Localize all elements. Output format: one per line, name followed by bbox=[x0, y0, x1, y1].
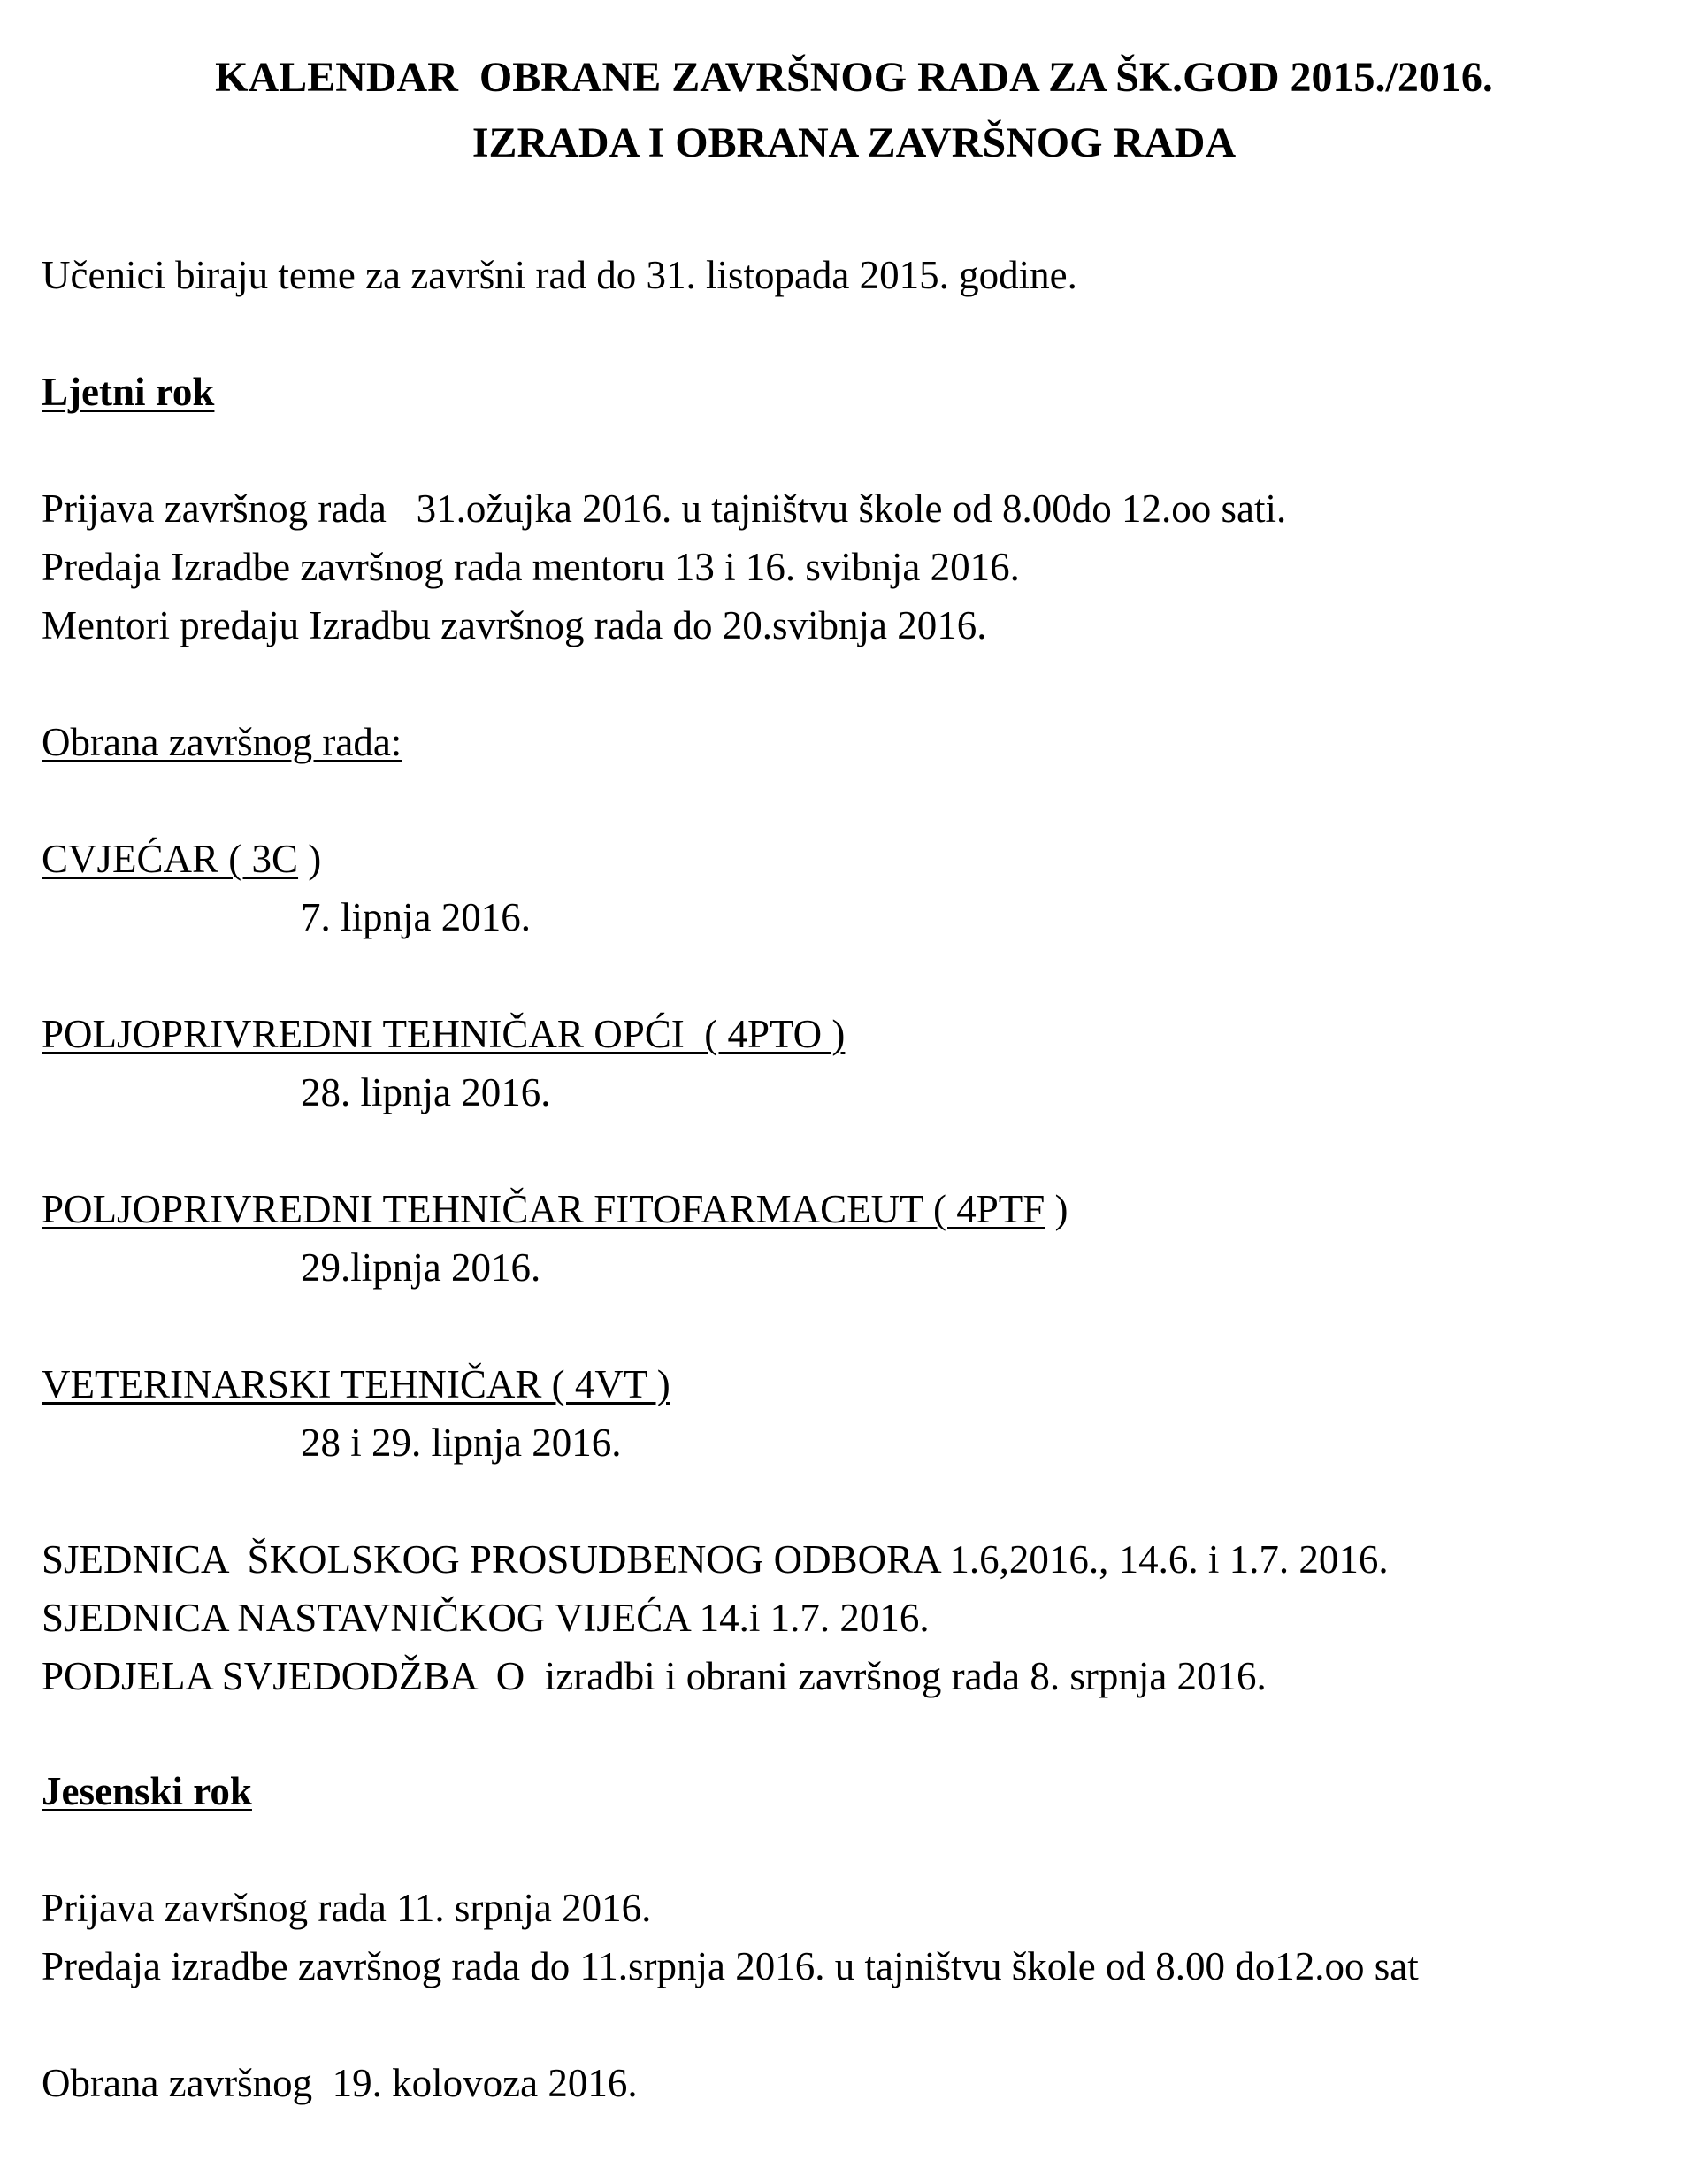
title-line-2: IZRADA I OBRANA ZAVRŠNOG RADA bbox=[471, 119, 1237, 166]
sjednica-prosudbenog-odbora-text: SJEDNICA ŠKOLSKOG PROSUDBENOG ODBORA 1.6,2016., 14.6. i 1.7. 2016. bbox=[42, 1537, 1389, 1582]
program-name bbox=[42, 836, 321, 882]
program-name bbox=[42, 1011, 845, 1057]
ljetni-prijava-text: Prijava završnog rada 31.ožujka 2016. u tajništvu škole od 8.00do 12.oo sati. bbox=[42, 486, 1287, 531]
program-date: 28 i 29. lipnja 2016. bbox=[301, 1421, 622, 1465]
jesenski-prijava-text: Prijava završnog rada 11. srpnja 2016. bbox=[42, 1886, 652, 1930]
obrana-heading: Obrana završnog rada: bbox=[42, 720, 402, 764]
program-name-underlined: VETERINARSKI TEHNIČAR ( 4VT ) bbox=[42, 1362, 670, 1406]
jesenski-obrana-text: Obrana završnog 19. kolovoza 2016. bbox=[42, 2061, 638, 2105]
program-name-underlined: POLJOPRIVREDNI TEHNIČAR FITOFARMACEUT ( 4PTF bbox=[42, 1187, 1045, 1231]
program-name-underlined: POLJOPRIVREDNI TEHNIČAR OPĆI ( 4PTO ) bbox=[42, 1012, 846, 1056]
jesenski-predaja-text: Predaja izradbe završnog rada do 11.srpnja 2016. u tajništvu škole od 8.00 do12.oo sat bbox=[42, 1944, 1419, 1988]
ljetni-predaja-text: Predaja Izradbe završnog rada mentoru 13 i 16. svibnja 2016. bbox=[42, 545, 1020, 589]
program-name-suffix: ) bbox=[1045, 1187, 1068, 1231]
ljetni-rok-heading: Ljetni rok bbox=[42, 370, 215, 414]
program-name bbox=[42, 1361, 670, 1407]
program-date: 7. lipnja 2016. bbox=[301, 895, 531, 939]
program-name-underlined: CVJEĆAR ( 3C bbox=[42, 837, 299, 881]
sjednica-nastavnickog-vijeca-text: SJEDNICA NASTAVNIČKOG VIJEĆA 14.i 1.7. 2016. bbox=[42, 1596, 930, 1640]
program-date: 29.lipnja 2016. bbox=[301, 1245, 541, 1290]
program-date: 28. lipnja 2016. bbox=[301, 1070, 551, 1114]
jesenski-rok-heading: Jesenski rok bbox=[42, 1769, 252, 1813]
podjela-svjedodzba-text: PODJELA SVJEDODŽBA O izradbi i obrani završnog rada 8. srpnja 2016. bbox=[42, 1654, 1267, 1698]
program-name bbox=[42, 1186, 1068, 1232]
program-name-suffix: ) bbox=[298, 837, 322, 881]
ljetni-mentori-text: Mentori predaju Izradbu završnog rada do 20.svibnja 2016. bbox=[42, 603, 987, 647]
title-line-1: KALENDAR OBRANE ZAVRŠNOG RADA ZA ŠK.GOD 2015./2016. bbox=[215, 54, 1493, 101]
intro-text: Učenici biraju teme za završni rad do 31. listopada 2015. godine. bbox=[42, 253, 1077, 297]
